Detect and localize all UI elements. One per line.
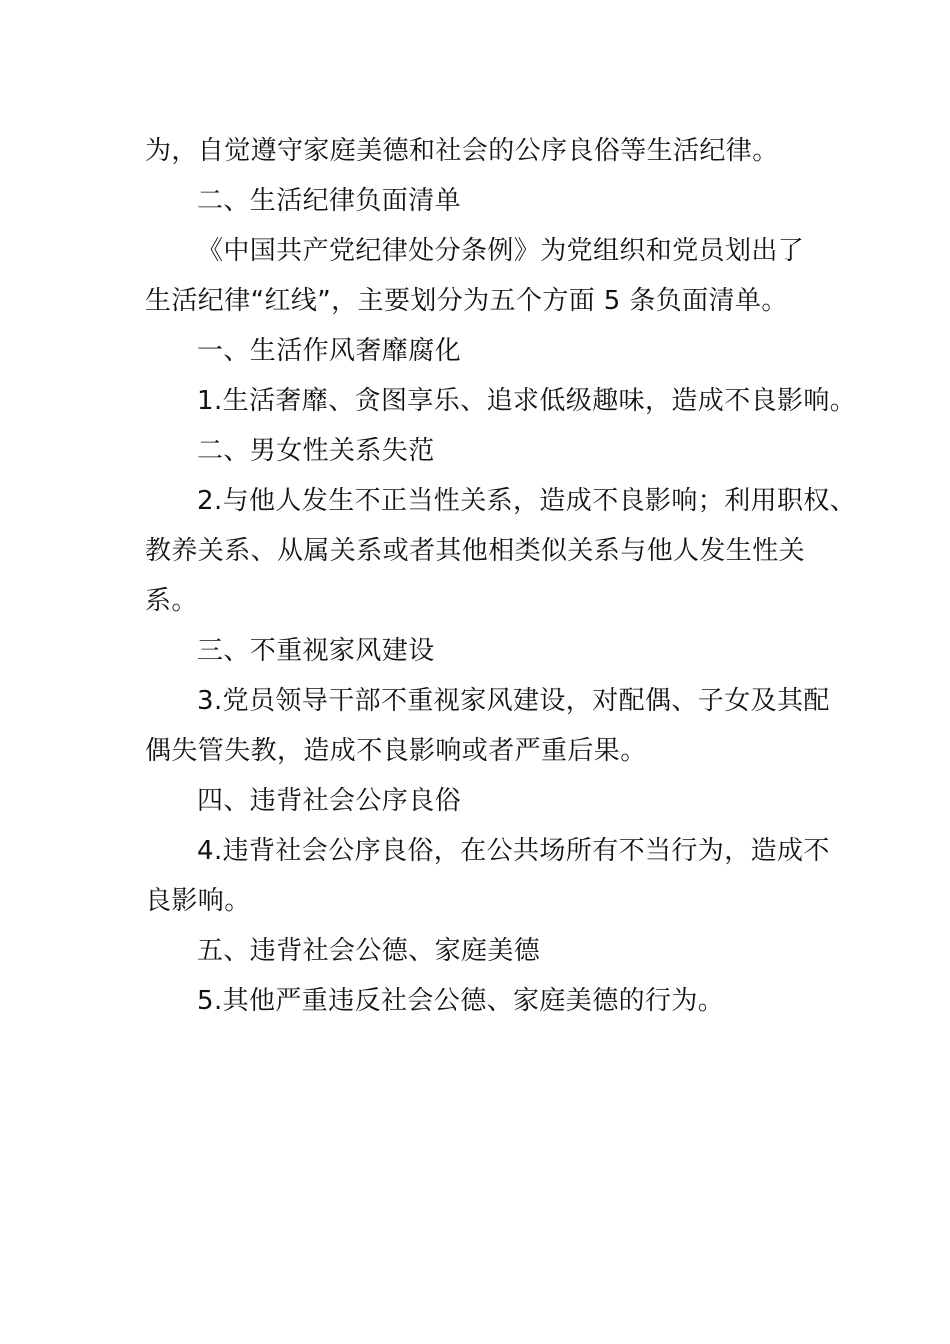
subsection-heading: 二、男女性关系失范 [197, 436, 435, 466]
section-heading: 二、生活纪律负面清单 [197, 186, 462, 216]
list-item: 3.党员领导干部不重视家风建设，对配偶、子女及其配 [197, 686, 830, 716]
paragraph-line: 生活纪律“红线”，主要划分为五个方面 5 条负面清单。 [145, 286, 788, 316]
subsection-heading: 一、生活作风奢靡腐化 [197, 336, 462, 366]
list-item-continuation: 偶失管失教，造成不良影响或者严重后果。 [145, 736, 647, 766]
list-item: 5.其他严重违反社会公德、家庭美德的行为。 [197, 986, 725, 1016]
list-item: 2.与他人发生不正当性关系，造成不良影响；利用职权、 [197, 486, 857, 516]
subsection-heading: 五、违背社会公德、家庭美德 [197, 936, 541, 966]
subsection-heading: 三、不重视家风建设 [197, 636, 435, 666]
list-item-continuation: 教养关系、从属关系或者其他相类似关系与他人发生性关 [145, 536, 806, 566]
subsection-heading: 四、违背社会公序良俗 [197, 786, 462, 816]
paragraph-line: 为，自觉遵守家庭美德和社会的公序良俗等生活纪律。 [145, 136, 779, 166]
list-item-continuation: 系。 [145, 586, 198, 616]
document-body [145, 126, 857, 1026]
paragraph-line: 《中国共产党纪律处分条例》为党组织和党员划出了 [197, 236, 805, 266]
list-item-continuation: 良影响。 [145, 886, 251, 916]
list-item: 1.生活奢靡、贪图享乐、追求低级趣味，造成不良影响。 [197, 386, 857, 416]
list-item: 4.违背社会公序良俗，在公共场所有不当行为，造成不 [197, 836, 830, 866]
